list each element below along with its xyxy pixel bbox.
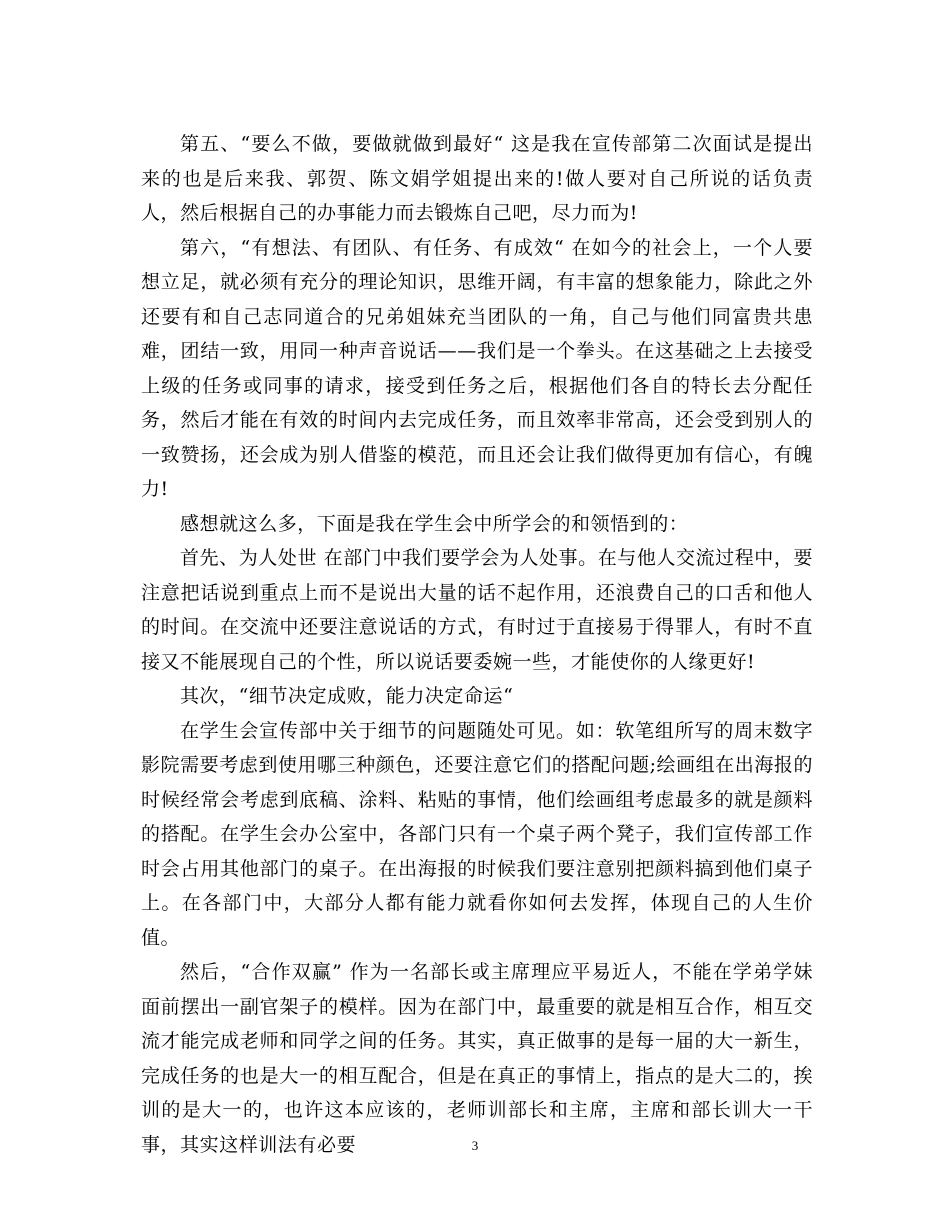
paragraph-fifth-point: 第五、“要么不做，要做就做到最好“ 这是我在宣传部第二次面试是提出来的也是后来我、郭贺、陈文娟学姐提出来的!做人要对自己所说的话负责人，然后根据自己的办事能力而去锻炼自己吧，尽力而为! [141, 133, 813, 224]
paragraph-first-lesson: 首先、为人处世 在部门中我们要学会为人处事。在与他人交流过程中，要注意把话说到重点上而不是说出大量的话不起作用，还浪费自己的口舌和他人的时间。在交流中还要注意说话的方式，有时过于直接易于得罪人，有时不直接又不能展现自己的个性，所以说话要委婉一些，才能使你的人缘更好! [141, 547, 813, 673]
paragraph-second-lesson-heading: 其次，“细节决定成败，能力决定命运“ [180, 685, 514, 707]
paragraph-details-examples: 在学生会宣传部中关于细节的问题随处可见。如：软笔组所写的周末数字影院需要考虑到使用哪三种颜色，还要注意它们的搭配问题;绘画组在出海报的时候经常会考虑到底稿、涂料、粘贴的事情，他们绘画组考虑最多的就是颜料的搭配。在学生会办公室中，各部门只有一个桌子两个凳子，我们宣传部工作时会占用其他部门的桌子。在出海报的时候我们要注意别把颜料搞到他们桌子上。在各部门中，大部分人都有能力就看你如何去发挥，体现自己的人生价值。 [141, 719, 813, 949]
page-number: 3 [471, 1138, 479, 1153]
document-body [141, 127, 813, 1162]
paragraph-cooperation: 然后，“合作双赢” 作为一名部长或主席理应平易近人，不能在学弟学妹面前摆出一副官架子的模样。因为在部门中，最重要的就是相互合作，相互交流才能完成老师和同学之间的任务。其实，真正做事的是每一届的大一新生，完成任务的也是大一的相互配合，但是在真正的事情上，指点的是大二的，挨训的是大一的，也许这本应该的，老师训部长和主席，主席和部长训大一干事，其实这样训法有必要 [141, 961, 813, 1156]
paragraph-sixth-point: 第六，“有想法、有团队、有任务、有成效“ 在如今的社会上，一个人要想立足，就必须有充分的理论知识，思维开阔，有丰富的想象能力，除此之外还要有和自己志同道合的兄弟姐妹充当团队的一角，自己与他们同富贵共患难，团结一致，用同一种声音说话——我们是一个拳头。在这基础之上去接受上级的任务或同事的请求，接受到任务之后，根据他们各自的特长去分配任务，然后才能在有效的时间内去完成任务，而且效率非常高，还会受到别人的一致赞扬，还会成为别人借鉴的模范，而且还会让我们做得更加有信心，有魄力! [141, 236, 813, 500]
paragraph-transition: 感想就这么多，下面是我在学生会中所学会的和领悟到的： [180, 512, 689, 535]
